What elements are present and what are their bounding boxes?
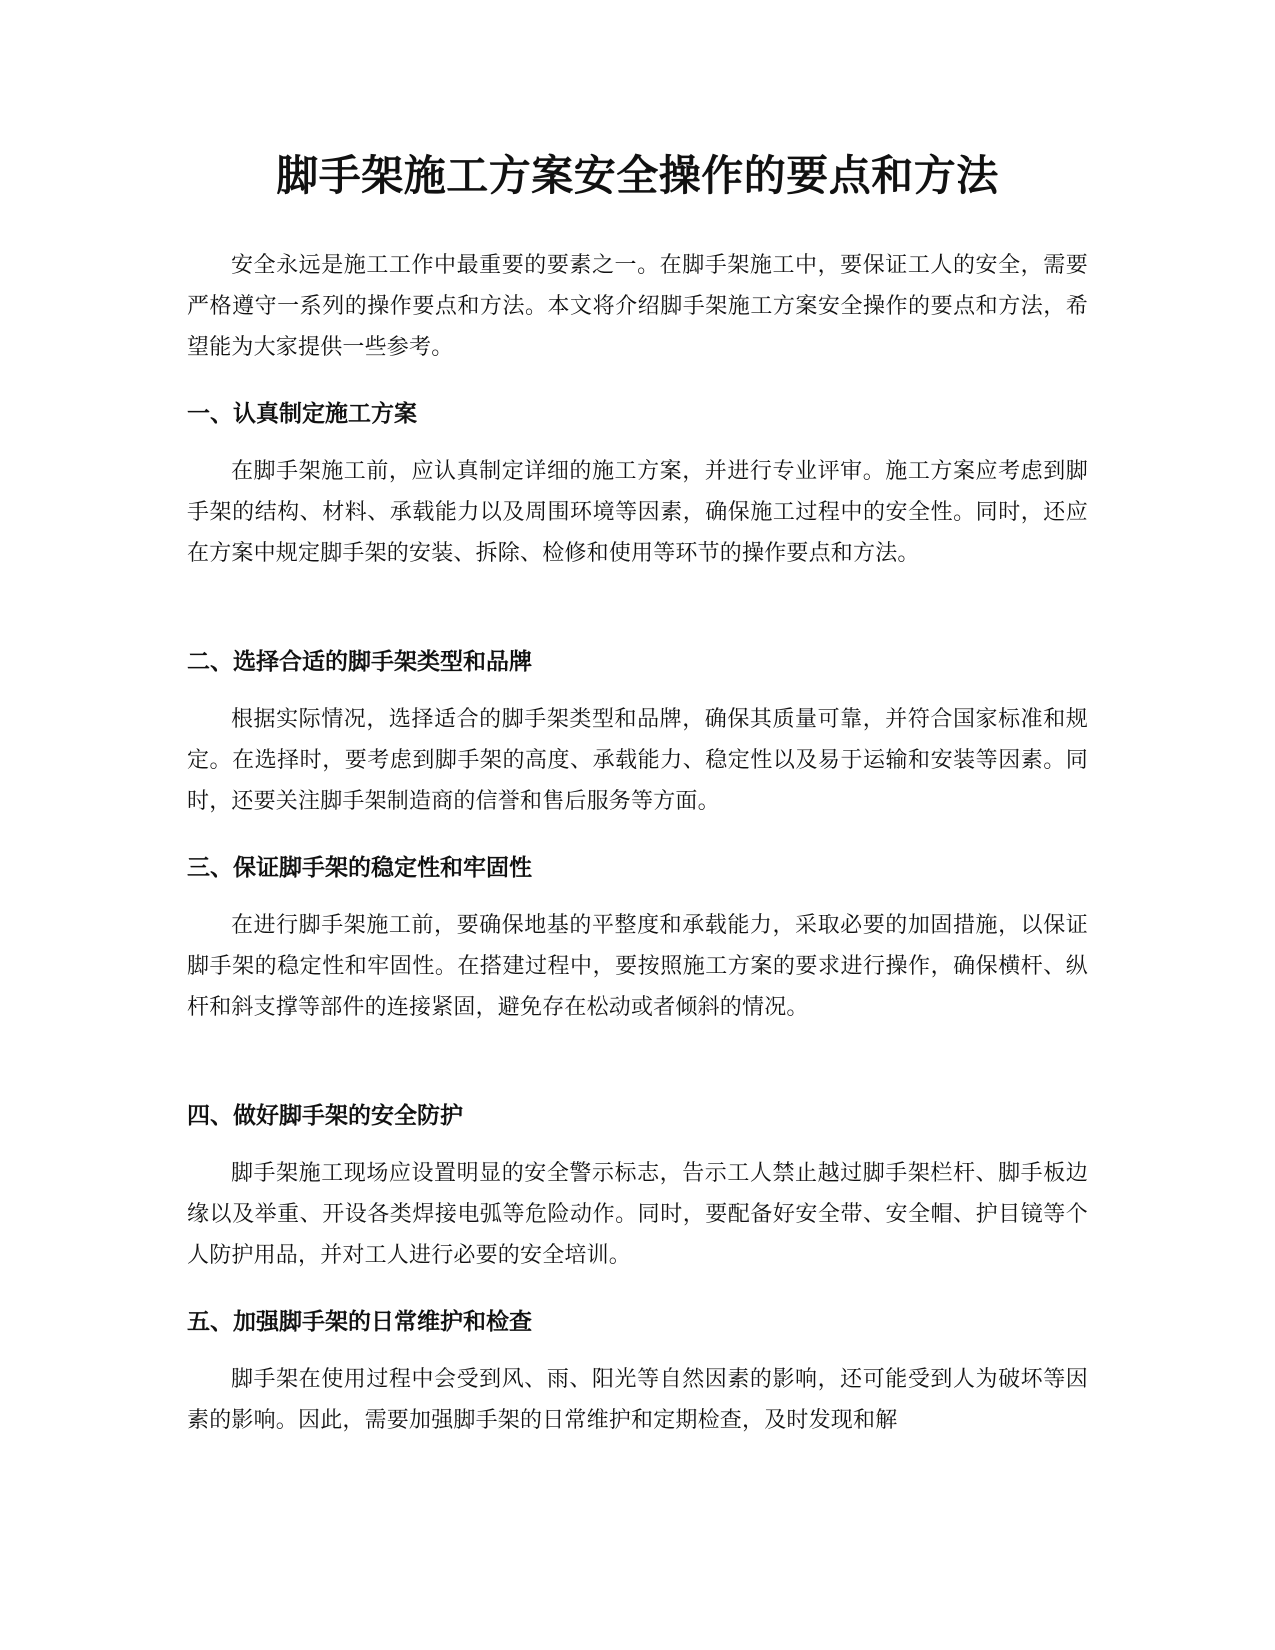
section-body-3: 在进行脚手架施工前，要确保地基的平整度和承载能力，采取必要的加固措施，以保证脚手架的稳定性和牢固性。在搭建过程中，要按照施工方案的要求进行操作，确保横杆、纵杆和斜支撑等部件的连接紧固，避免存在松动或者倾斜的情况。 xyxy=(187,913,1088,1020)
section-body-4: 脚手架施工现场应设置明显的安全警示标志，告示工人禁止越过脚手架栏杆、脚手板边缘以及举重、开设各类焊接电弧等危险动作。同时，要配备好安全带、安全帽、护目镜等个人防护用品，并对工人进行必要的安全培训。 xyxy=(187,1161,1088,1268)
section-heading-3: 三、保证脚手架的稳定性和牢固性 xyxy=(187,855,532,881)
section-body-5: 脚手架在使用过程中会受到风、雨、阳光等自然因素的影响，还可能受到人为破坏等因素的影响。因此，需要加强脚手架的日常维护和定期检查，及时发现和解 xyxy=(187,1367,1088,1433)
section-heading-4: 四、做好脚手架的安全防护 xyxy=(187,1103,463,1129)
intro-paragraph: 安全永远是施工工作中最重要的要素之一。在脚手架施工中，要保证工人的安全，需要严格遵守一系列的操作要点和方法。本文将介绍脚手架施工方案安全操作的要点和方法，希望能为大家提供一些参考。 xyxy=(187,253,1088,360)
section-heading-1: 一、认真制定施工方案 xyxy=(187,401,417,427)
section-heading-5: 五、加强脚手架的日常维护和检查 xyxy=(187,1309,532,1335)
section-body-2: 根据实际情况，选择适合的脚手架类型和品牌，确保其质量可靠，并符合国家标准和规定。在选择时，要考虑到脚手架的高度、承载能力、稳定性以及易于运输和安装等因素。同时，还要关注脚手架制造商的信誉和售后服务等方面。 xyxy=(187,707,1088,814)
page-title: 脚手架施工方案安全操作的要点和方法 xyxy=(276,151,999,200)
section-body-1: 在脚手架施工前，应认真制定详细的施工方案，并进行专业评审。施工方案应考虑到脚手架的结构、材料、承载能力以及周围环境等因素，确保施工过程中的安全性。同时，还应在方案中规定脚手架的安装、拆除、检修和使用等环节的操作要点和方法。 xyxy=(187,459,1088,566)
section-heading-2: 二、选择合适的脚手架类型和品牌 xyxy=(187,649,532,675)
